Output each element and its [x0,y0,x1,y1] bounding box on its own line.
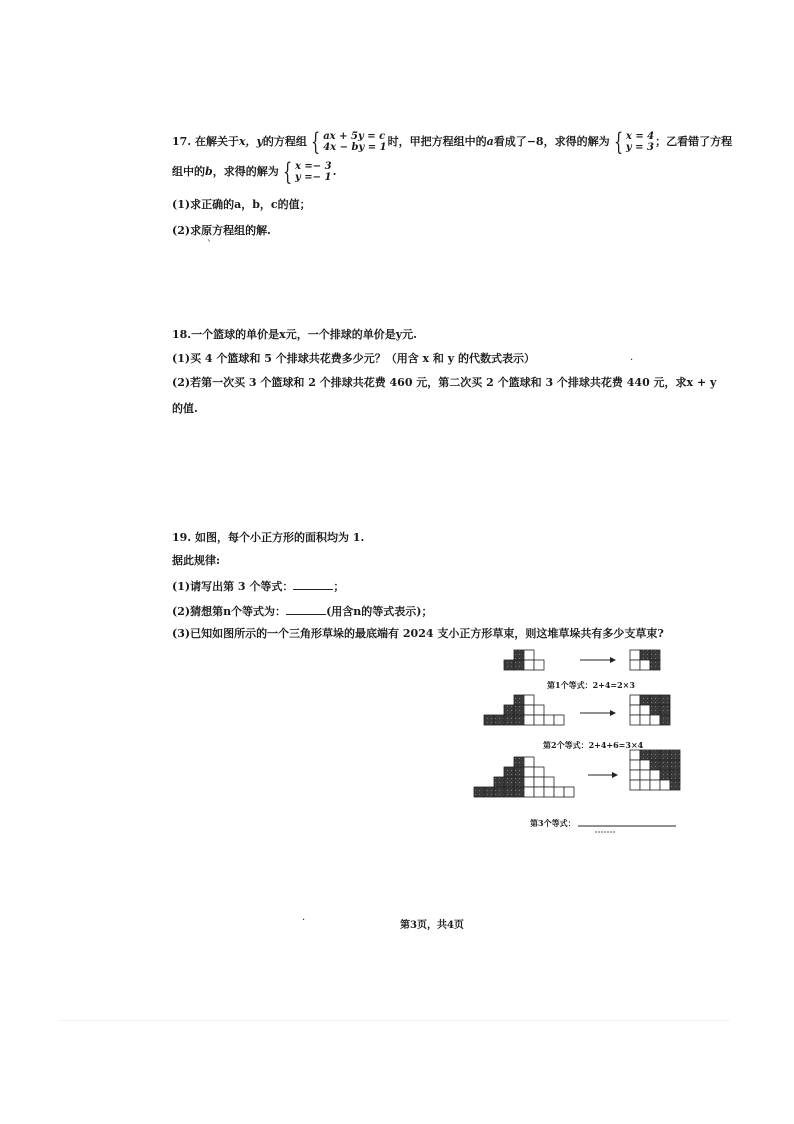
q17-part1: (1)求正确的a，b，c的值； [172,198,311,211]
q17-eq2: 4x − by = 1 [323,142,387,153]
q17-eq1: ax + 5y = c [323,131,386,142]
q17-solution-2: { x =− 3 y =− 1 [282,158,332,186]
q19-part1-post: ； [333,580,345,593]
q17-b-var: b [205,165,213,178]
q19-intro: 19. 如图，每个小正方形的面积均为 1. [172,531,365,544]
arrow-2 [580,710,616,716]
q17-tail: ；乙看错了方程 [655,135,733,148]
q17-sol2-x: x =− 3 [294,161,332,172]
q17-after-vars: 的方程组 [262,135,307,148]
figure-1-rectangle [630,650,660,670]
figure-2-staircase [484,695,564,725]
figure-3-rectangle [630,750,680,790]
q19-part1-text: (1)请写出第 3 个等式： [172,580,294,593]
q17-line2-pre: 组中的 [172,165,205,178]
q19-rule: 据此规律: [172,554,221,567]
q17-line2-end: . [332,165,337,178]
figure-1-caption: 第1个等式：2+4=2×3 [547,680,635,690]
q17-mistake: 看成了−8，求得的解为 [493,135,610,148]
figure-2-caption: 第2个等式：2+4+6=3×4 [543,740,644,750]
q17-solution-1: { x = 4 y = 3 [613,128,655,156]
figure-3-answer-line [578,826,676,832]
q19-part2 [172,604,432,619]
scan-speck: . [630,352,634,363]
page-footer: 第3页，共4页 [400,920,464,931]
q17-mid: 时，甲把方程组中的 [387,135,487,148]
q17-system: { ax + 5y = c 4x − by = 1 [310,128,387,156]
answer-blank-2[interactable] [286,604,326,615]
scan-speck: . [302,912,306,923]
figure-1-staircase [504,650,544,670]
figure-2-rectangle [630,695,670,725]
q17-intro: 17. 在解关于 [172,135,239,148]
q19-part2-text: (2)猜想第n个等式为： [172,605,287,618]
figure-3-staircase [474,757,574,797]
q17-part2: (2)求原方程组的解. [172,224,271,237]
q17-line2-mid: ，求得的解为 [212,165,279,178]
arrow-3 [588,772,618,778]
q19-part2-post: (用含n的等式表示)； [326,605,433,618]
q17-sol1-y: y = 3 [625,142,654,153]
q17-sol2-y: y =− 1 [294,172,332,183]
q17-vars: x，y [238,135,263,148]
q18-part2-line1: (2)若第一次买 3 个篮球和 2 个排球共花费 460 元，第二次买 2 个篮球和 3 个排球共花费 440 元，求x + y [172,376,717,389]
q18-intro: 18.一个篮球的单价是x元，一个排球的单价是y元. [172,328,417,341]
scan-edge [60,1020,730,1021]
q19-part3: (3)已知如图所示的一个三角形草垛的最底端有 2024 支小正方形草束，则这堆草垛共有多少支草束? [172,627,664,640]
q17-line1 [172,130,732,154]
q19-part1 [172,579,344,594]
q17-sol1-x: x = 4 [625,131,655,142]
scan-speck: ` [207,240,212,251]
figure-3-caption: 第3个等式： [530,818,576,828]
q17-a-var: a [486,135,494,148]
answer-blank-1[interactable] [293,579,333,590]
q18-part2-line2: 的值. [172,402,198,415]
arrow-1 [580,657,616,663]
q17-line2 [172,160,336,184]
q18-part1: (1)买 4 个篮球和 5 个排球共花费多少元？（用含 x 和 y 的代数式表示） [172,352,535,365]
